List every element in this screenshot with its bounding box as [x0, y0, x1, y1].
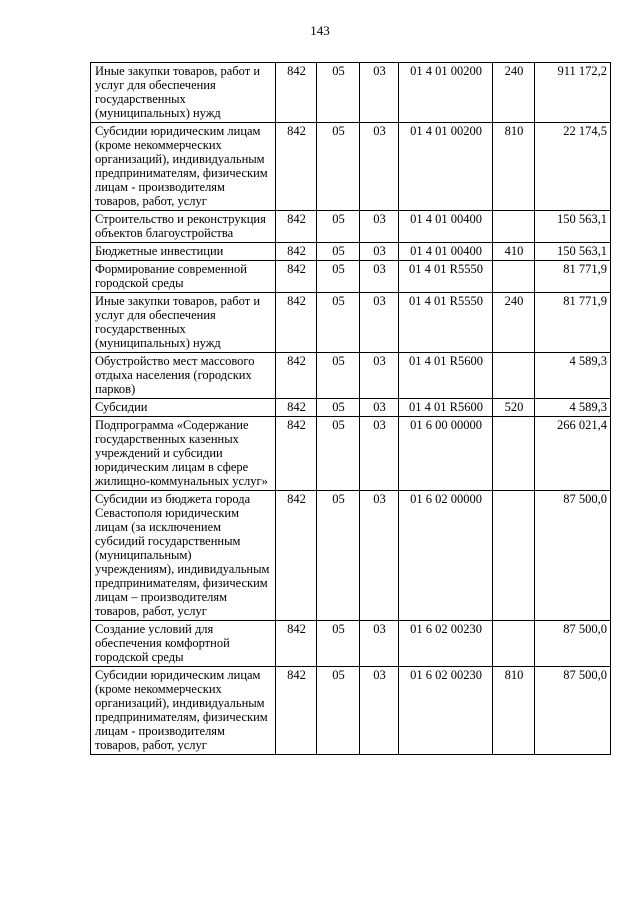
target-article-cell: 01 4 01 00400	[399, 243, 493, 261]
target-article-cell: 01 6 02 00000	[399, 491, 493, 621]
section-code-cell: 05	[317, 667, 360, 755]
amount-cell: 87 500,0	[535, 491, 611, 621]
subsection-code-cell: 03	[360, 211, 399, 243]
department-code-cell: 842	[276, 243, 317, 261]
section-code-cell: 05	[317, 621, 360, 667]
department-code-cell: 842	[276, 123, 317, 211]
department-code-cell: 842	[276, 261, 317, 293]
target-article-cell: 01 4 01 R5550	[399, 293, 493, 353]
expense-type-cell: 810	[493, 667, 535, 755]
amount-cell: 81 771,9	[535, 293, 611, 353]
expense-name-cell: Формирование современной городской среды	[91, 261, 276, 293]
department-code-cell: 842	[276, 417, 317, 491]
section-code-cell: 05	[317, 399, 360, 417]
target-article-cell: 01 6 02 00230	[399, 667, 493, 755]
section-code-cell: 05	[317, 353, 360, 399]
amount-cell: 87 500,0	[535, 621, 611, 667]
expense-type-cell	[493, 211, 535, 243]
amount-cell: 150 563,1	[535, 243, 611, 261]
table-row	[91, 353, 611, 399]
section-code-cell: 05	[317, 293, 360, 353]
target-article-cell: 01 6 00 00000	[399, 417, 493, 491]
section-code-cell: 05	[317, 211, 360, 243]
table-row	[91, 417, 611, 491]
table-row	[91, 261, 611, 293]
expense-name-cell: Иные закупки товаров, работ и услуг для обеспечения государственных (муниципальных) нужд	[91, 293, 276, 353]
target-article-cell: 01 4 01 00400	[399, 211, 493, 243]
table-row	[91, 667, 611, 755]
section-code-cell: 05	[317, 63, 360, 123]
table-row	[91, 491, 611, 621]
table-row	[91, 243, 611, 261]
amount-cell: 81 771,9	[535, 261, 611, 293]
page-number: 143	[310, 23, 330, 38]
target-article-cell: 01 4 01 R5600	[399, 353, 493, 399]
table-row	[91, 63, 611, 123]
amount-cell: 87 500,0	[535, 667, 611, 755]
target-article-cell: 01 4 01 00200	[399, 63, 493, 123]
table-row	[91, 293, 611, 353]
subsection-code-cell: 03	[360, 353, 399, 399]
section-code-cell: 05	[317, 417, 360, 491]
department-code-cell: 842	[276, 399, 317, 417]
subsection-code-cell: 03	[360, 293, 399, 353]
expense-name-cell: Создание условий для обеспечения комфортной городской среды	[91, 621, 276, 667]
subsection-code-cell: 03	[360, 243, 399, 261]
amount-cell: 4 589,3	[535, 353, 611, 399]
expense-type-cell: 240	[493, 63, 535, 123]
department-code-cell: 842	[276, 353, 317, 399]
subsection-code-cell: 03	[360, 491, 399, 621]
subsection-code-cell: 03	[360, 399, 399, 417]
department-code-cell: 842	[276, 491, 317, 621]
target-article-cell: 01 6 02 00230	[399, 621, 493, 667]
table-row	[91, 621, 611, 667]
section-code-cell: 05	[317, 123, 360, 211]
expense-name-cell: Подпрограмма «Содержание государственных казенных учреждений и субсидии юридическим лицам в сфере жилищно-коммунальных услуг»	[91, 417, 276, 491]
amount-cell: 911 172,2	[535, 63, 611, 123]
department-code-cell: 842	[276, 667, 317, 755]
budget-table-body	[91, 63, 611, 755]
expense-type-cell	[493, 621, 535, 667]
subsection-code-cell: 03	[360, 63, 399, 123]
expense-name-cell: Субсидии из бюджета города Севастополя юридическим лицам (за исключением субсидий государственным (муниципальным) учреждениям), индивидуальным предпринимателям, физическим лицам – производителям товаров, работ, услуг	[91, 491, 276, 621]
expense-type-cell: 520	[493, 399, 535, 417]
expense-name-cell: Обустройство мест массового отдыха населения (городских парков)	[91, 353, 276, 399]
target-article-cell: 01 4 01 00200	[399, 123, 493, 211]
amount-cell: 266 021,4	[535, 417, 611, 491]
subsection-code-cell: 03	[360, 621, 399, 667]
expense-type-cell: 810	[493, 123, 535, 211]
target-article-cell: 01 4 01 R5550	[399, 261, 493, 293]
expense-type-cell: 410	[493, 243, 535, 261]
amount-cell: 150 563,1	[535, 211, 611, 243]
table-row	[91, 123, 611, 211]
subsection-code-cell: 03	[360, 261, 399, 293]
department-code-cell: 842	[276, 621, 317, 667]
subsection-code-cell: 03	[360, 417, 399, 491]
subsection-code-cell: 03	[360, 667, 399, 755]
budget-table	[90, 62, 611, 755]
amount-cell: 22 174,5	[535, 123, 611, 211]
department-code-cell: 842	[276, 63, 317, 123]
expense-name-cell: Субсидии юридическим лицам (кроме некоммерческих организаций), индивидуальным предпринимателям, физическим лицам - производителям товаров, работ, услуг	[91, 123, 276, 211]
target-article-cell: 01 4 01 R5600	[399, 399, 493, 417]
table-row	[91, 399, 611, 417]
expense-type-cell	[493, 491, 535, 621]
expense-type-cell	[493, 261, 535, 293]
table-row	[91, 211, 611, 243]
expense-name-cell: Субсидии	[91, 399, 276, 417]
expense-type-cell	[493, 353, 535, 399]
department-code-cell: 842	[276, 211, 317, 243]
section-code-cell: 05	[317, 243, 360, 261]
expense-type-cell	[493, 417, 535, 491]
department-code-cell: 842	[276, 293, 317, 353]
section-code-cell: 05	[317, 261, 360, 293]
amount-cell: 4 589,3	[535, 399, 611, 417]
section-code-cell: 05	[317, 491, 360, 621]
expense-name-cell: Бюджетные инвестиции	[91, 243, 276, 261]
subsection-code-cell: 03	[360, 123, 399, 211]
expense-name-cell: Субсидии юридическим лицам (кроме некоммерческих организаций), индивидуальным предпринимателям, физическим лицам - производителям товаров, работ, услуг	[91, 667, 276, 755]
expense-name-cell: Иные закупки товаров, работ и услуг для обеспечения государственных (муниципальных) нужд	[91, 63, 276, 123]
expense-name-cell: Строительство и реконструкция объектов благоустройства	[91, 211, 276, 243]
expense-type-cell: 240	[493, 293, 535, 353]
